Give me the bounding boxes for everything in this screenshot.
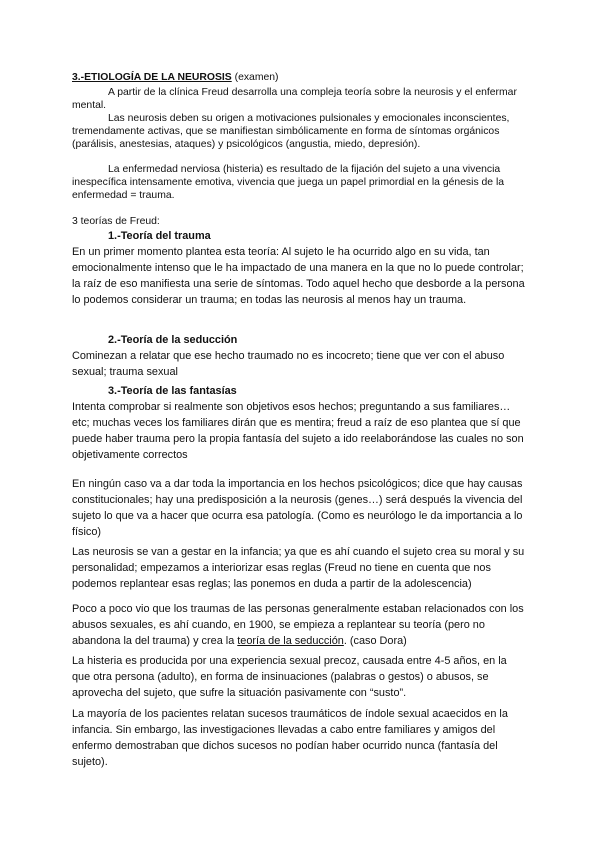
theory-title-trauma: 1.-Teoría del trauma	[108, 230, 211, 242]
paragraph-histeria: La histeria es producida por una experiencia sexual precoz, causada entre 4-5 años, en la que otra persona (adulto), en forma de insinuaciones (palabras o gestos) o abusos, se aprovecha del sujeto, que sufre la situación pasivamente con “susto”.	[72, 655, 507, 699]
intro-paragraph-3: La enfermedad nerviosa (histeria) es resultado de la fijación del sujeto a una vivencia inespecífica intensamente emotiva, vivencia que juega un papel primordial en la génesis de la enfermedad = trauma.	[72, 164, 505, 201]
paragraph-infancia: Las neurosis se van a gestar en la infancia; ya que es ahí cuando el sujeto crea su moral y su personalidad; empezamos a interiorizar esas reglas (Freud no tiene en cuenta que nos podemos replantear esas reglas; las ponemos en duda a partir de la adolescencia)	[72, 546, 525, 590]
section-title: 3.-ETIOLOGÍA DE LA NEUROSIS	[72, 72, 232, 83]
theories-heading: 3 teorías de Freud:	[72, 216, 160, 227]
paragraph-pacientes: La mayoría de los pacientes relatan sucesos traumáticos de índole sexual acaecidos en la infancia. Sin embargo, las investigaciones llevadas a cabo entre familiares y amigos del enfermo demostraban que dichos sucesos no podían haber ocurrido nunca (fantasía del sujeto).	[72, 708, 508, 768]
paragraph-seduccion	[72, 601, 527, 649]
theory-text-trauma: En un primer momento plantea esta teoría: Al sujeto le ha ocurrido algo en su vida, tan emocionalmente intenso que le ha impactado de una manera en la que no lo puede controlar; la raíz de eso manifiesta una serie de síntomas. Todo aquel hecho que desborde a la persona lo podemos considerar un trauma; en todas las neurosis al menos hay un trauma.	[72, 246, 525, 306]
paragraph-constitucionales: En ningún caso va a dar toda la importancia en los hechos psicológicos; dice que hay causas constitucionales; hay una predisposición a la neurosis (genes…) será después la vivencia del sujeto lo que va a hacer que ocurra esa patología. (Como es neurólogo le da importancia a lo físico)	[72, 478, 523, 538]
theory-title-fantasias: 3.-Teoría de las fantasías	[108, 385, 237, 397]
paragraph-seduccion-end: . (caso Dora)	[343, 635, 407, 647]
seduccion-underlined-term: teoría de la seducción	[237, 635, 344, 647]
intro-paragraph-1: A partir de la clínica Freud desarrolla una compleja teoría sobre la neurosis y el enfermar mental.	[72, 87, 517, 111]
section-heading	[72, 72, 527, 85]
theory-text-fantasias: Intenta comprobar si realmente son objetivos esos hechos; preguntando a sus familiares…etc; muchas veces los familiares dirán que es mentira; freud a raíz de eso plantea que sí que puede haber trauma pero la propia fantasía del sujeto a ido reelaborándose las cuales no son objetivamente correctos	[72, 401, 524, 461]
section-note: (examen)	[231, 72, 279, 83]
paragraph-seduccion-text: Poco a poco vio que los traumas de las personas generalmente estaban relacionados con los abusos sexuales, es ahí cuando, en 1900, se empieza a replantear su teoría (pero no abandona la del trauma) y crea la	[72, 603, 524, 647]
intro-paragraph-2: Las neurosis deben su origen a motivaciones pulsionales y emocionales inconscientes, tremendamente activas, que se manifiestan simbólicamente en forma de síntomas orgánicos (parálisis, anestesias, ataques) y psicológicos (angustia, miedo, depresión).	[72, 113, 510, 150]
theory-text-seduccion: Cominezan a relatar que ese hecho traumado no es incocreto; tiene que ver con el abuso sexual; trauma sexual	[72, 350, 505, 378]
theory-title-seduccion: 2.-Teoría de la seducción	[108, 334, 238, 346]
